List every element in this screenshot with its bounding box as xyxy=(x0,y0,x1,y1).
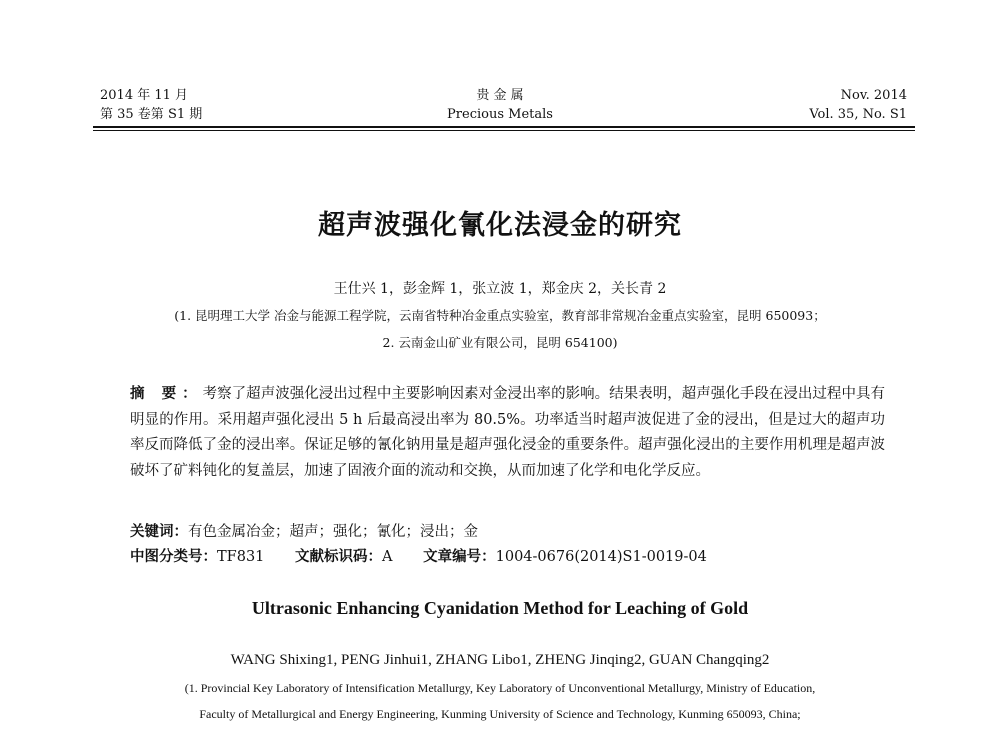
abstract-text: 考察了超声波强化浸出过程中主要影响因素对金浸出率的影响。结果表明，超声强化手段在浸出过程中具有明显的作用。采用超声强化浸出 5 h 后最高浸出率为 80.5%。功率适当时超声波促进了金的浸出，但是过大的超声功率反而降低了金的浸出率。保证足够的氰化钠用量是超声强化浸金的重要条件。超声强化浸出的主要作用机理是超声波破坏了矿料钝化的复盖层，加速了固液介面的流动和交换，从而加速了化学和电化学反应。 xyxy=(130,386,885,479)
classification-line xyxy=(130,545,733,566)
journal-name-zh: 贵 金 属 xyxy=(476,88,524,103)
abstract-label: 摘 要： xyxy=(130,386,203,402)
abstract-zh xyxy=(130,382,885,484)
paper-title-zh: 超声波强化氰化法浸金的研究 xyxy=(318,210,682,241)
keywords-label: 关键词： xyxy=(130,524,188,540)
authors-zh: 王仕兴 1，彭金辉 1，张立波 1，郑金庆 2，关长青 2 xyxy=(333,281,667,297)
issue-date-zh: 2014 年 11 月 xyxy=(100,88,189,103)
header-rule-thin xyxy=(93,130,915,131)
header-left xyxy=(100,86,202,124)
header-right xyxy=(809,86,907,124)
keywords-zh xyxy=(130,520,478,541)
clc-label: 中图分类号： xyxy=(130,549,217,565)
article-number xyxy=(423,549,707,565)
paper-title-en: Ultrasonic Enhancing Cyanidation Method for Leaching of Gold xyxy=(251,598,749,618)
document-code xyxy=(295,549,392,565)
issue-date-en: Nov. 2014 xyxy=(840,88,907,103)
issue-volume-zh: 第 35 卷第 S1 期 xyxy=(100,107,203,122)
affiliation-en-line2: Faculty of Metallurgical and Energy Engineering, Kunming University of Science and Technology, Kunming 650093, China; xyxy=(199,707,801,721)
authors-en: WANG Shixing1, PENG Jinhui1, ZHANG Libo1, ZHENG Jinqing2, GUAN Changqing2 xyxy=(230,652,770,668)
article-number-label: 文章编号： xyxy=(423,549,496,565)
article-number-value: 1004-0676(2014)S1-0019-04 xyxy=(495,549,707,565)
document-code-value: A xyxy=(382,549,393,565)
issue-volume-en: Vol. 35, No. S1 xyxy=(809,107,907,122)
journal-name-en: Precious Metals xyxy=(447,107,553,122)
affiliation-zh-line1: (1. 昆明理工大学 冶金与能源工程学院，云南省特种冶金重点实验室，教育部非常规冶金重点实验室，昆明 650093； xyxy=(174,308,826,323)
affiliation-zh-line2: 2. 云南金山矿业有限公司，昆明 654100) xyxy=(382,335,618,350)
header-center xyxy=(380,86,620,124)
affiliation-en-line1: (1. Provincial Key Laboratory of Intensification Metallurgy, Key Laboratory of Unconventional Metallurgy, Ministry of Education, xyxy=(184,681,816,695)
document-code-label: 文献标识码： xyxy=(295,549,383,565)
keywords-text: 有色金属冶金；超声；强化；氰化；浸出；金 xyxy=(188,524,478,540)
header-rule-thick xyxy=(93,126,915,128)
clc-code xyxy=(130,549,264,565)
clc-value: TF831 xyxy=(217,549,265,565)
